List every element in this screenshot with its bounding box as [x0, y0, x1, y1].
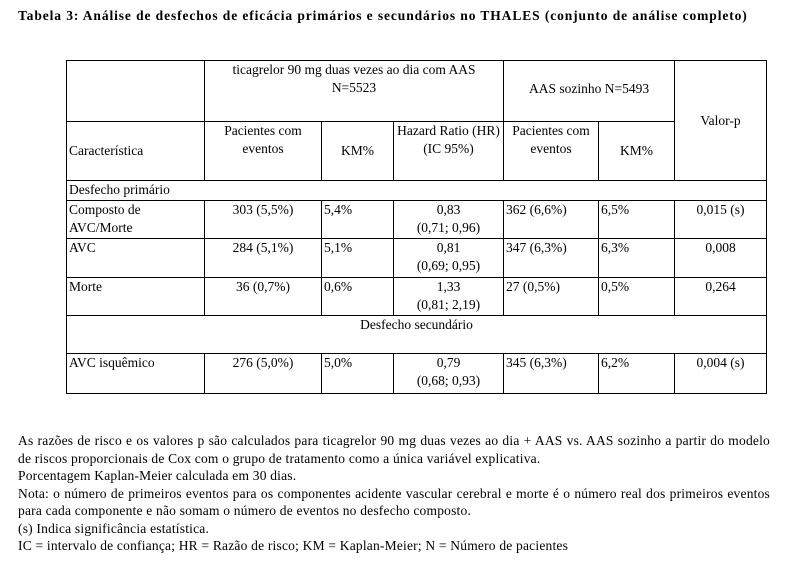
row-pacientes-ticagrelor: 284 (5,1%): [205, 239, 322, 278]
section-secondary: Desfecho secundário: [67, 316, 767, 354]
row-hr-value: 0,81: [436, 240, 461, 255]
row-km-aas: 6,5%: [599, 201, 675, 239]
table-row: [67, 239, 767, 278]
row-valor-p: 0,015 (s): [675, 201, 767, 239]
efficacy-table: [66, 60, 767, 394]
row-hr-ci: (0,71; 0,96): [416, 220, 481, 235]
row-pacientes-ticagrelor: 276 (5,0%): [205, 354, 322, 394]
col-pacientes-ticagrelor: Pacientes com eventos: [205, 122, 322, 181]
group-aas-header: AAS sozinho N=5493: [504, 61, 675, 122]
row-valor-p: 0,008: [675, 239, 767, 278]
col-hazard-ratio: Hazard Ratio (HR) (IC 95%): [394, 122, 504, 181]
row-caracteristica: AVC: [67, 239, 205, 278]
row-valor-p: 0,004 (s): [675, 354, 767, 394]
col-pacientes-aas: Pacientes com eventos: [504, 122, 599, 181]
table-notes: [18, 432, 770, 555]
note-significance: (s) Indica significância estatística.: [18, 520, 210, 536]
row-km-ticagrelor: 5,1%: [322, 239, 394, 278]
header-empty-cell: [67, 61, 205, 122]
row-hr-ci: (0,69; 0,95): [416, 258, 481, 273]
row-caracteristica: AVC isquêmico: [67, 354, 205, 394]
row-caracteristica: Morte: [67, 278, 205, 316]
row-pacientes-ticagrelor: 36 (0,7%): [205, 278, 322, 316]
col-caracteristica: Característica: [67, 122, 205, 181]
note-first-events: Nota: o número de primeiros eventos para os componentes acidente vascular cerebral e morte é o número real dos primeiros eventos para cada componente e não somam o número de eventos no desfecho composto.: [18, 485, 770, 518]
row-hr-value: 1,33: [436, 279, 461, 294]
col-km-ticagrelor: KM%: [322, 122, 394, 181]
note-kaplan-meier: Porcentagem Kaplan-Meier calculada em 30 dias.: [18, 468, 297, 483]
row-caracteristica: Composto de AVC/Morte: [67, 201, 205, 239]
row-km-ticagrelor: 5,0%: [322, 354, 394, 394]
row-hazard-ratio: [394, 278, 504, 316]
note-hazard-ratio: As razões de risco e os valores p são calculados para ticagrelor 90 mg duas vezes ao dia + AAS vs. AAS sozinho a partir do modelo de riscos proporcionais de Cox com o grupo de tratamento como a única variável explicativa.: [18, 433, 770, 466]
col-km-aas: KM%: [599, 122, 675, 181]
valor-p-header: Valor-p: [675, 61, 767, 181]
row-km-aas: 6,3%: [599, 239, 675, 278]
row-hr-ci: (0,81; 2,19): [416, 297, 481, 312]
table-row: [67, 354, 767, 394]
row-pacientes-aas: 345 (6,3%): [504, 354, 599, 394]
row-hr-value: 0,83: [436, 202, 461, 217]
row-hr-ci: (0,68; 0,93): [416, 373, 481, 388]
group-ticagrelor-header: [205, 61, 504, 122]
row-hr-value: 0,79: [436, 355, 461, 370]
row-pacientes-aas: 347 (6,3%): [504, 239, 599, 278]
table-row: [67, 201, 767, 239]
row-km-aas: 0,5%: [599, 278, 675, 316]
row-pacientes-aas: 362 (6,6%): [504, 201, 599, 239]
row-hazard-ratio: [394, 239, 504, 278]
row-km-aas: 6,2%: [599, 354, 675, 394]
section-primary: Desfecho primário: [67, 181, 767, 201]
table-row: [67, 278, 767, 316]
row-valor-p: 0,264: [675, 278, 767, 316]
row-hazard-ratio: [394, 354, 504, 394]
note-abbreviations: IC = intervalo de confiança; HR = Razão de risco; KM = Kaplan-Meier; N = Número de pacientes: [18, 538, 569, 553]
row-hazard-ratio: [394, 201, 504, 239]
row-pacientes-ticagrelor: 303 (5,5%): [205, 201, 322, 239]
row-pacientes-aas: 27 (0,5%): [504, 278, 599, 316]
table-title: Tabela 3: Análise de desfechos de eficácia primários e secundários no THALES (conjunto de análise completo): [18, 8, 748, 23]
row-km-ticagrelor: 0,6%: [322, 278, 394, 316]
row-km-ticagrelor: 5,4%: [322, 201, 394, 239]
group-ticagrelor-n: N=5523: [331, 80, 377, 95]
group-ticagrelor-label: ticagrelor 90 mg duas vezes ao dia com AAS: [232, 62, 476, 77]
